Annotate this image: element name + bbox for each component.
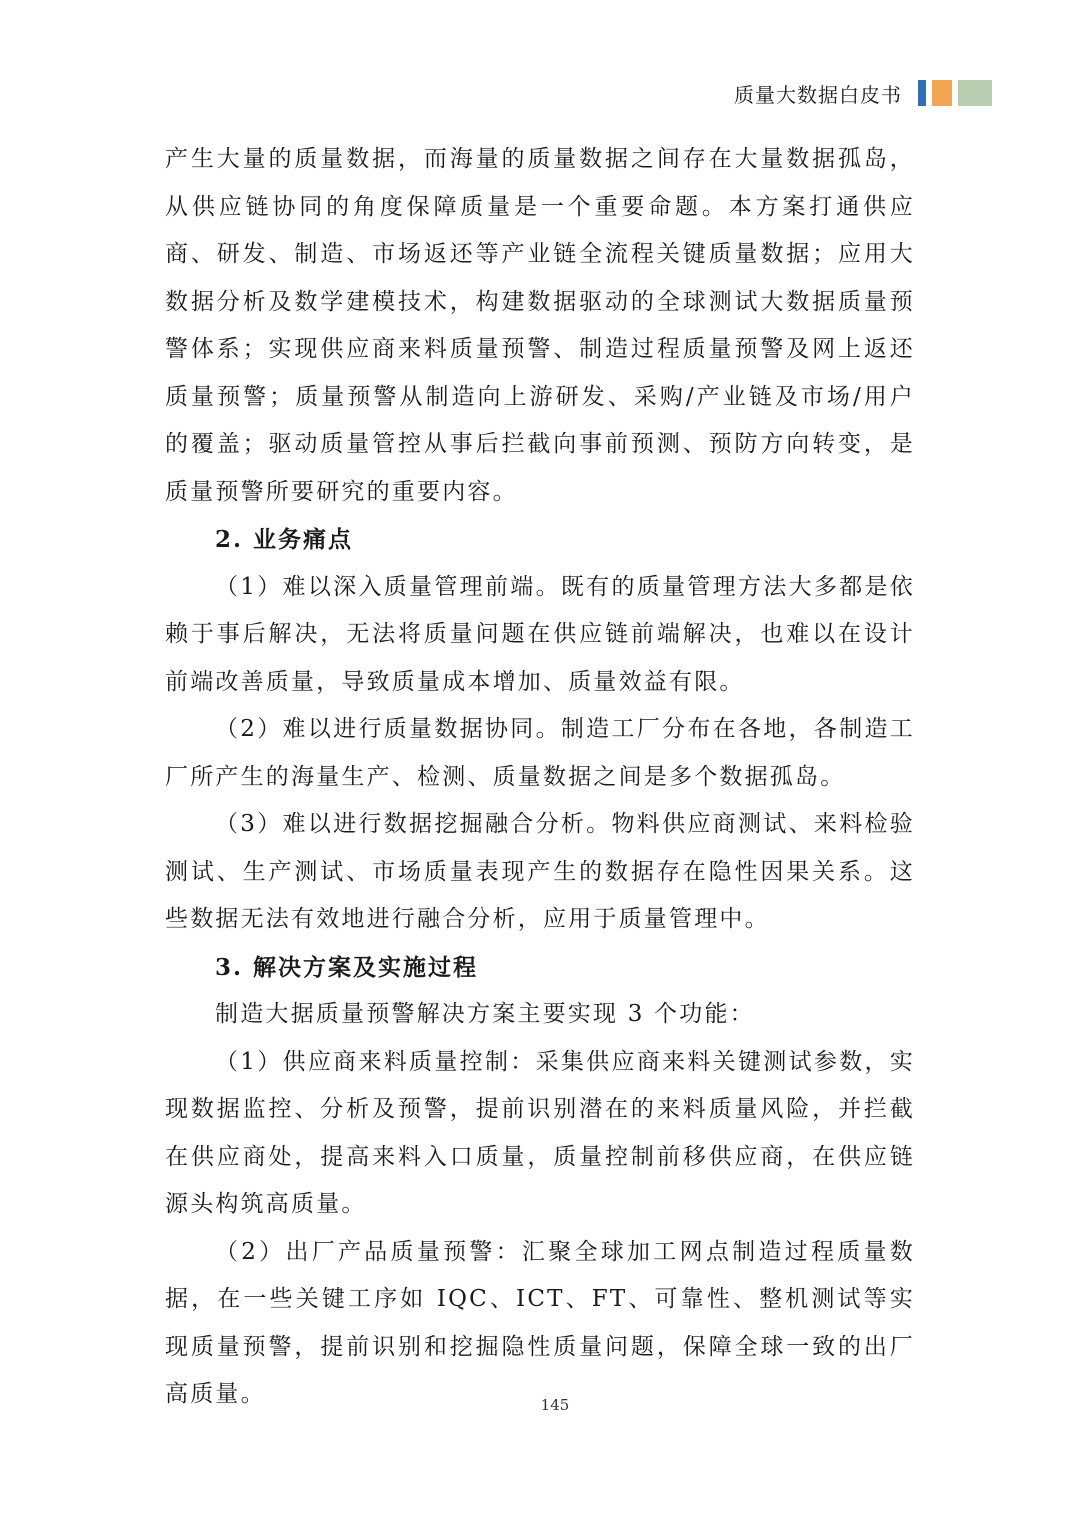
solution-intro: 制造大据质量预警解决方案主要实现 3 个功能：: [215, 1001, 755, 1027]
pain-point-3: （3）难以进行数据挖掘融合分析。物料供应商测试、来料检验测试、生产测试、市场质量表现产生的数据存在隐性因果关系。这些数据无法有效地进行融合分析，应用于质量管理中。: [165, 811, 915, 932]
page-body: [165, 136, 915, 1419]
pain-point-1: （1）难以深入质量管理前端。既有的质量管理方法大多都是依赖于事后解决，无法将质量问题在供应链前端解决，也难以在设计前端改善质量，导致质量成本增加、质量效益有限。: [165, 573, 915, 695]
solution-item-2: （2）出厂产品质量预警：汇聚全球加工网点制造过程质量数据，在一些关键工序如 IQC、ICT、FT、可靠性、整机测试等实现质量预警，提前识别和挖掘隐性质量问题，保障全球一致的出厂高质量。: [165, 1238, 915, 1407]
solution-item-1: （1）供应商来料质量控制：采集供应商来料关键测试参数，实现数据监控、分析及预警，提前识别潜在的来料质量风险，并拦截在供应商处，提高来料入口质量，质量控制前移供应商，在供应链源头构筑高质量。: [165, 1048, 915, 1217]
running-header: [734, 78, 992, 108]
document-title: 质量大数据白皮书: [734, 82, 902, 107]
section-heading-pain-points: 2. 业务痛点: [215, 526, 354, 553]
pain-point-2: （2）难以进行质量数据协同。制造工厂分布在各地，各制造工厂所产生的海量生产、检测、质量数据之间是多个数据孤岛。: [165, 716, 915, 790]
section-heading-solution: 3. 解决方案及实施过程: [215, 953, 479, 981]
header-decoration-green: [958, 80, 992, 106]
header-decoration-blue: [918, 80, 926, 106]
intro-paragraph: 产生大量的质量数据，而海量的质量数据之间存在大量数据孤岛，从供应链协同的角度保障质量是一个重要命题。本方案打通供应商、研发、制造、市场返还等产业链全流程关键质量数据；应用大数据分析及数学建模技术，构建数据驱动的全球测试大数据质量预警体系；实现供应商来料质量预警、制造过程质量预警及网上返还质量预警；质量预警从制造向上游研发、采购/产业链及市场/用户的覆盖；驱动质量管控从事后拦截向事前预测、预防方向转变，是质量预警所要研究的重要内容。: [165, 146, 915, 505]
page-number: 145: [540, 1396, 570, 1414]
header-decoration-orange: [932, 80, 952, 106]
